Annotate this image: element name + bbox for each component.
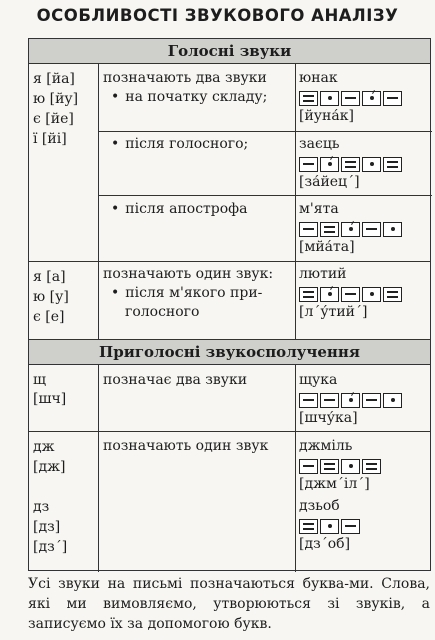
schema-box-dot-stress bbox=[320, 157, 339, 172]
condition-text-cont: голосного bbox=[125, 304, 200, 320]
example-cell bbox=[299, 200, 429, 257]
condition-text: • після апострофа bbox=[103, 200, 293, 219]
example-cell bbox=[299, 437, 429, 554]
letter-yi: ї [йі] bbox=[33, 131, 67, 147]
rule-text: позначають два звуки bbox=[103, 70, 267, 86]
sound-schema bbox=[299, 459, 429, 474]
schema-box-dot bbox=[362, 157, 381, 172]
condition-text: • після голосного; bbox=[103, 135, 293, 154]
letter-cell bbox=[33, 437, 95, 557]
transcription: [л´у́тий´] bbox=[299, 304, 368, 320]
schema-box-eq bbox=[320, 459, 339, 474]
letters-group2 bbox=[33, 267, 95, 327]
row-divider bbox=[98, 131, 432, 132]
sound-schema bbox=[299, 287, 429, 302]
example-word: дзьоб bbox=[299, 498, 340, 514]
example-word: юнак bbox=[299, 70, 338, 86]
rule-cell bbox=[103, 371, 293, 390]
letter-ye: є [йе] bbox=[33, 111, 74, 127]
schema-box-dash bbox=[362, 222, 381, 237]
schema-box-dash bbox=[341, 287, 360, 302]
rule-text: позначають один звук bbox=[103, 438, 269, 454]
transcription: [йуна́к] bbox=[299, 108, 354, 124]
rule-text: позначають один звук: bbox=[103, 266, 274, 282]
schema-box-dash bbox=[383, 91, 402, 106]
example-word: щука bbox=[299, 372, 338, 388]
column-divider bbox=[98, 64, 99, 339]
schema-box-eq bbox=[299, 287, 318, 302]
sound-schema bbox=[299, 393, 429, 408]
schema-box-eq bbox=[341, 157, 360, 172]
schema-box-dot bbox=[383, 393, 402, 408]
sound-dz-soft: [дз´] bbox=[33, 539, 68, 555]
schema-box-dash bbox=[299, 157, 318, 172]
schema-box-eq bbox=[320, 222, 339, 237]
example-word: джміль bbox=[299, 438, 353, 454]
schema-box-dot bbox=[341, 459, 360, 474]
schema-box-dash bbox=[320, 393, 339, 408]
column-divider bbox=[295, 64, 296, 339]
transcription: [мйа́та] bbox=[299, 239, 355, 255]
sound-dzh: [дж] bbox=[33, 459, 66, 475]
condition-text: • після м'якого при- bbox=[103, 284, 293, 303]
example-cell bbox=[299, 135, 429, 192]
transcription: [шчу́ка] bbox=[299, 410, 358, 426]
rule-cell bbox=[103, 69, 293, 107]
schema-box-dot bbox=[362, 287, 381, 302]
sound-schema bbox=[299, 222, 429, 237]
schema-box-dash bbox=[341, 91, 360, 106]
letter-ya: я [йа] bbox=[33, 71, 75, 87]
schema-box-dot-stress bbox=[341, 393, 360, 408]
example-cell bbox=[299, 69, 429, 126]
row-divider bbox=[29, 431, 430, 432]
sound-dz: [дз] bbox=[33, 519, 61, 535]
row-divider bbox=[98, 195, 432, 196]
example-word: м'ята bbox=[299, 201, 339, 217]
schema-box-dot bbox=[320, 91, 339, 106]
transcription: [джм´іл´] bbox=[299, 476, 370, 492]
schema-box-eq bbox=[299, 519, 318, 534]
schema-box-eq bbox=[383, 157, 402, 172]
phonetics-table bbox=[28, 38, 431, 571]
schema-box-dash bbox=[299, 393, 318, 408]
schema-box-dot-stress bbox=[320, 287, 339, 302]
sound-schema bbox=[299, 91, 429, 106]
vowels-header: Голосні звуки bbox=[29, 39, 430, 64]
letter-dzh: дж bbox=[33, 439, 55, 455]
page-title: ОСОБЛИВОСТІ ЗВУКОВОГО АНАЛІЗУ bbox=[36, 6, 399, 25]
rule-text: позначає два звуки bbox=[103, 372, 248, 388]
letters-group1 bbox=[33, 69, 95, 149]
summary-paragraph: Усі звуки на письмі позначаються буква-ми. Слова, які ми вимовляємо, утворюються зі звуків, а записуємо їх за допомогою букв. bbox=[28, 576, 430, 632]
schema-box-eq bbox=[362, 459, 381, 474]
example-word: лютий bbox=[299, 266, 347, 282]
rule-cell bbox=[103, 200, 293, 219]
letter-yu-soft: ю [у] bbox=[33, 289, 69, 305]
sound-schema bbox=[299, 519, 429, 534]
letter-dz: дз bbox=[33, 499, 50, 515]
sound-shch: [шч] bbox=[33, 391, 67, 407]
rule-cell bbox=[103, 265, 293, 322]
transcription: [дз´об] bbox=[299, 536, 351, 552]
example-word: заєць bbox=[299, 136, 340, 152]
condition-text: • на початку складу; bbox=[103, 88, 293, 107]
letter-ya-soft: я [а] bbox=[33, 269, 66, 285]
column-divider bbox=[98, 365, 99, 572]
row-divider bbox=[29, 261, 430, 262]
column-divider bbox=[295, 365, 296, 572]
rule-cell bbox=[103, 135, 293, 154]
schema-box-dash bbox=[362, 393, 381, 408]
schema-box-dash bbox=[299, 222, 318, 237]
schema-box-dot bbox=[320, 519, 339, 534]
schema-box-dash bbox=[341, 519, 360, 534]
schema-box-dash bbox=[299, 459, 318, 474]
consonants-header: Приголосні звукосполучення bbox=[29, 339, 430, 365]
schema-box-dot-stress bbox=[341, 222, 360, 237]
sound-schema bbox=[299, 157, 429, 172]
schema-box-eq bbox=[383, 287, 402, 302]
schema-box-dot-stress bbox=[362, 91, 381, 106]
transcription: [за́йец´] bbox=[299, 174, 360, 190]
letter-ye-soft: є [е] bbox=[33, 309, 65, 325]
schema-box-dot bbox=[383, 222, 402, 237]
example-cell bbox=[299, 371, 429, 428]
example-cell bbox=[299, 265, 429, 322]
rule-cell bbox=[103, 437, 293, 456]
letter-yu: ю [йу] bbox=[33, 91, 79, 107]
letter-shch: щ bbox=[33, 372, 47, 388]
letter-cell bbox=[33, 371, 95, 409]
schema-box-eq bbox=[299, 91, 318, 106]
